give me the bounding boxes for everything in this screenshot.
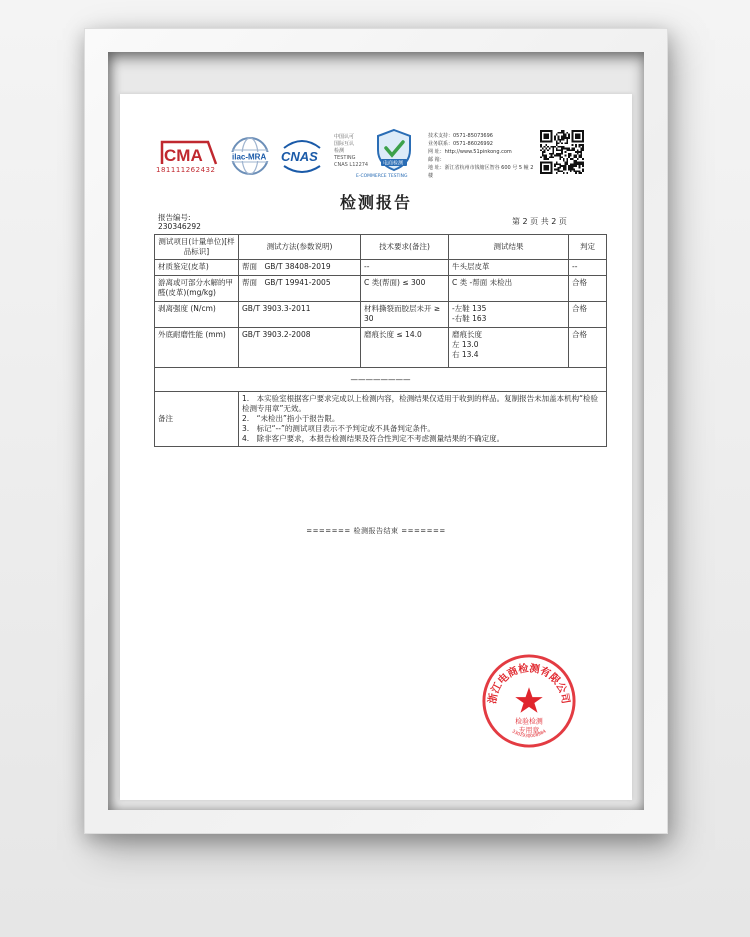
row-method: GB/T 3903.2-2008 (239, 328, 361, 368)
header-requirement: 技术要求(备注) (361, 235, 449, 260)
cnas-line: 检测 (334, 148, 345, 154)
cnas-line: 国际互认 (334, 141, 355, 147)
row-verdict: 合格 (569, 302, 607, 328)
row-item: 剥离强度 (N/cm) (155, 302, 239, 328)
row-requirement: 材料撕裂而胶层未开 ≥ 30 (361, 302, 449, 328)
method-standard: GB/T 38408-2019 (264, 262, 331, 271)
result-line: -左鞋 135 (452, 304, 487, 313)
row-verdict: 合格 (569, 328, 607, 368)
cma-text: CMA (164, 146, 203, 165)
row-result: C 类 -帮面 未检出 (449, 276, 569, 302)
seal-line2: 专用章 (518, 726, 540, 735)
notes-row (155, 392, 607, 447)
notes-content (239, 392, 607, 447)
report-number-label: 报告编号: (158, 213, 191, 222)
row-requirement: -- (361, 260, 449, 276)
row-result: 牛头层皮革 (449, 260, 569, 276)
cnas-text: CNAS (281, 149, 318, 164)
ilac-text: ilac-MRA (232, 152, 267, 162)
header-item: 测试项目(计量单位)[样品标识] (155, 235, 239, 260)
official-seal-stamp (480, 652, 578, 750)
contact-info (428, 132, 538, 180)
row-requirement: C 类(帮面) ≤ 300 (361, 276, 449, 302)
ilac-mra-logo (228, 134, 272, 178)
report-paper (120, 94, 632, 800)
table-row (155, 302, 607, 328)
ecom-caption: E-COMMERCE TESTING (356, 174, 408, 179)
row-result (449, 302, 569, 328)
header-verdict: 判定 (569, 235, 607, 260)
result-line: 左 13.0 (452, 340, 479, 349)
row-result (449, 328, 569, 368)
report-title: 检测报告 (339, 193, 412, 212)
row-method (239, 260, 361, 276)
note-line: 1. 本实验室根据客户要求完成以上检测内容，检测结果仅适用于收到的样品。复制报告未加盖本机构“检验检测专用章”无效。 (242, 394, 599, 413)
report-end-marker: ======= 检测报告结束 ======= (306, 527, 446, 535)
result-line: 磨痕长度 (452, 330, 482, 339)
row-item: 外底耐磨性能 (mm) (155, 328, 239, 368)
notes-label: 备注 (155, 392, 239, 447)
seal-org-text: 浙江电商检测有限公司 (486, 662, 572, 705)
method-tag: 帮面 (242, 262, 257, 271)
header-method: 测试方法(参数说明) (239, 235, 361, 260)
contact-line: 技术支持：0571-85073696 (428, 133, 493, 139)
report-number-block (158, 213, 201, 231)
results-table (154, 234, 607, 447)
header-result: 测试结果 (449, 235, 569, 260)
ecommerce-shield-icon (372, 128, 416, 172)
cnas-logo (278, 134, 326, 178)
row-verdict: -- (569, 260, 607, 276)
method-standard: GB/T 19941-2005 (264, 278, 331, 287)
table-row (155, 276, 607, 302)
page-info: 第 2 页 共 2 页 (512, 217, 567, 226)
seal-line1: 检验检测 (515, 717, 543, 726)
cnas-line: CNAS L12274 (334, 162, 369, 168)
report-number: 230346292 (158, 222, 201, 231)
row-requirement: 磨痕长度 ≤ 14.0 (361, 328, 449, 368)
cma-number: 181111262432 (156, 166, 216, 174)
row-item: 游离或可部分水解的甲醛(皮革)(mg/kg) (155, 276, 239, 302)
row-method (239, 276, 361, 302)
table-row (155, 328, 607, 368)
result-line: -右鞋 163 (452, 314, 487, 323)
qr-code (540, 128, 584, 176)
table-row (155, 260, 607, 276)
row-verdict: 合格 (569, 276, 607, 302)
contact-line: 业务联系：0571-86026992 (428, 141, 493, 147)
note-line: 3. 标记“--”的测试项目表示不予判定或不具备判定条件。 (242, 424, 435, 433)
row-item: 材质鉴定(皮革) (155, 260, 239, 276)
separator-row (155, 368, 607, 392)
cnas-line: 中国认可 (334, 134, 355, 140)
note-line: 4. 除非客户要求，本报告检测结果及符合性判定不考虑测量结果的不确定度。 (242, 434, 505, 443)
note-line: 2. “未检出”指小于报告限。 (242, 414, 340, 423)
method-tag: 帮面 (242, 278, 257, 287)
row-method: GB/T 3903.3-2011 (239, 302, 361, 328)
separator-cell: ———————— (155, 368, 607, 392)
ecom-label: 电商检测 (383, 160, 404, 167)
contact-line: 网 址：http://www.51pinkong.com (428, 149, 512, 155)
contact-line: 地 址：浙江省杭州市钱塘区智谷 600 号 5 幢 2 楼 (428, 165, 534, 179)
seal-star-icon (515, 687, 542, 712)
result-line: 右 13.4 (452, 350, 479, 359)
cnas-line: TESTING (334, 155, 356, 161)
seal-code-text: 3301930008984 (510, 729, 548, 740)
table-header-row (155, 235, 607, 260)
contact-line: 邮 箱： (428, 157, 445, 163)
